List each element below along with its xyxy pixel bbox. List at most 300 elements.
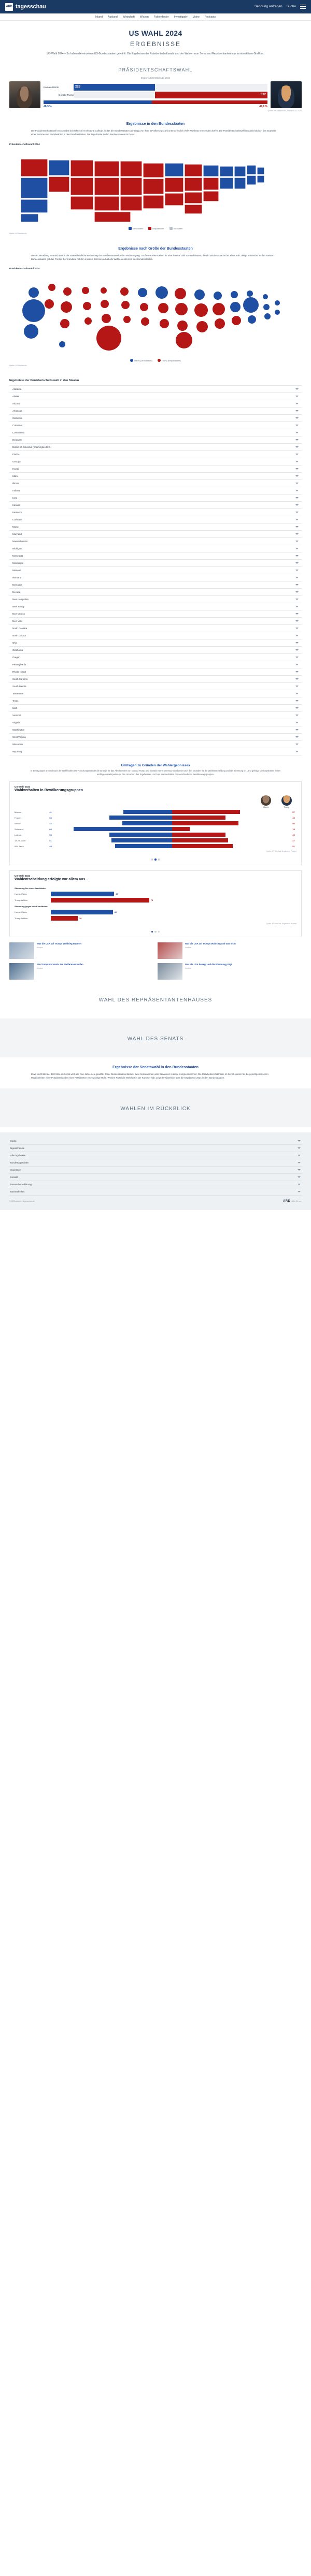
footer-link-label[interactable]: tagesschau.de (10, 1146, 25, 1149)
state-name: New York (12, 620, 22, 623)
intro-paragraph: US-Wahl 2024 – So haben die einzelnen US-Bundesstaaten gewählt: Die Ergebnisse der Präsidentschaftswahl und der Wahlen zum Senat und Repräsentantenhaus in interaktiven Grafiken. (47, 52, 264, 55)
state-accordion-row[interactable] (9, 603, 302, 610)
state-name: Ohio (12, 642, 18, 645)
group-label: 65+ Jahre (15, 845, 24, 848)
state-name: Colorado (12, 424, 22, 427)
state-accordion-row[interactable] (9, 422, 302, 429)
teaser-list (9, 942, 302, 980)
chevron-down-icon[interactable] (295, 613, 299, 615)
harris-value: 42 (49, 822, 52, 825)
candidate-trump (271, 81, 302, 108)
chevron-down-icon[interactable] (295, 584, 299, 586)
state-accordion-row[interactable] (9, 690, 302, 697)
state-accordion-row[interactable] (9, 545, 302, 552)
state-name: Missouri (12, 569, 21, 572)
state-name: Virginia (12, 721, 20, 724)
footer-link-label[interactable]: Barrierefreiheit (10, 1190, 25, 1193)
nav-item-ausland[interactable]: Ausland (107, 15, 118, 19)
bubble-source: Quelle: AP/Wahlstudio (9, 365, 27, 367)
state-name: Connecticut (12, 431, 25, 434)
state-name: Hawaii (12, 468, 20, 471)
nav-item-podcasts[interactable]: Podcasts (204, 15, 216, 19)
band-retrospect: WAHLEN IM RÜCKBLICK (0, 1088, 311, 1127)
state-name: Louisiana (12, 518, 22, 521)
state-accordion-row[interactable] (9, 719, 302, 726)
state-name: Texas (12, 700, 19, 703)
bubble-block-title: Ergebnisse nach Größe der Bundesstaaten (118, 246, 193, 251)
state-name: California (12, 417, 22, 420)
state-name: Iowa (12, 497, 18, 500)
state-name: Oregon (12, 656, 20, 659)
chevron-down-icon[interactable] (295, 446, 299, 448)
chevron-down-icon[interactable] (295, 715, 299, 716)
state-accordion-row[interactable] (9, 581, 302, 589)
legend-republicans: Republikaner (148, 227, 164, 230)
reason-value: 73 (150, 898, 153, 901)
state-name: Washington (12, 729, 25, 732)
chevron-down-icon[interactable] (295, 541, 299, 542)
chevron-down-icon[interactable] (295, 497, 299, 499)
band-house: WAHL DES REPRÄSENTANTENHAUSES (98, 997, 213, 1003)
teaser-thumbnail (158, 942, 182, 959)
reason-label: Harris-Wähler (15, 910, 27, 913)
trump-value: 15 (292, 827, 295, 831)
group-label: Latinos (15, 833, 21, 836)
search-icon[interactable]: Suche (286, 5, 296, 9)
footer-link-row[interactable] (9, 1167, 302, 1174)
chevron-down-icon[interactable] (295, 700, 299, 702)
chevron-down-icon[interactable] (295, 432, 299, 433)
chevron-down-icon[interactable] (298, 1162, 301, 1163)
state-name: Utah (12, 707, 18, 710)
poll-group-row (15, 844, 296, 848)
chevron-down-icon[interactable] (295, 410, 299, 412)
chevron-down-icon[interactable] (295, 577, 299, 578)
chevron-down-icon[interactable] (295, 548, 299, 549)
chevron-down-icon[interactable] (295, 454, 299, 455)
chevron-down-icon[interactable] (295, 425, 299, 426)
state-name: West Virginia (12, 736, 26, 739)
state-accordion-row[interactable] (9, 610, 302, 618)
ard-footer-logo: ARD Das Erste (282, 1199, 302, 1203)
state-accordion-row[interactable] (9, 393, 302, 400)
state-name: North Carolina (12, 627, 27, 630)
legend-democrats: Demokraten (129, 227, 144, 230)
main-navigation (0, 13, 311, 21)
page-title: US WAHL 2024 (129, 29, 182, 37)
poll-card-reasons (9, 870, 302, 938)
hamburger-icon[interactable] (300, 5, 306, 9)
state-accordion-row[interactable] (9, 429, 302, 436)
state-name: South Carolina (12, 678, 28, 681)
state-name: Arkansas (12, 410, 22, 413)
state-accordion-row[interactable] (9, 661, 302, 668)
state-name: Florida (12, 453, 20, 456)
state-accordion-row[interactable] (9, 407, 302, 415)
chevron-down-icon[interactable] (295, 707, 299, 709)
chevron-down-icon[interactable] (295, 519, 299, 520)
teaser-title[interactable]: Was die USA bewegt und die Stimmung prägt (185, 963, 232, 966)
us-map-svg[interactable] (9, 148, 302, 225)
state-accordion-row[interactable] (9, 726, 302, 734)
state-accordion-row[interactable] (9, 683, 302, 690)
state-accordion-row[interactable] (9, 705, 302, 712)
harris-percent: 48,3 % (44, 105, 52, 108)
nav-item-video[interactable]: Video (192, 15, 200, 19)
chevron-down-icon[interactable] (295, 678, 299, 680)
brand-name: tagesschau (16, 4, 46, 10)
state-name: Alabama (12, 388, 22, 391)
poll-reason-row (15, 916, 296, 921)
state-accordion-row[interactable] (9, 415, 302, 422)
state-accordion-row[interactable] (9, 494, 302, 502)
map-block-title: Ergebnisse in den Bundesstaaten (126, 122, 185, 126)
chevron-down-icon[interactable] (298, 1147, 301, 1149)
bubble-block-text: Diese Darstellung veranschaulicht die unterschiedliche Bedeutung der Bundesstaaten für den Wahlausgang: Größere Kreise stehen für eine höhere Zahl von Wahlleuten, die ein Bundesstaat in das Electoral College entsendet. In den meisten Bundesstaaten gilt das Prinzip: Der Kandidat mit den meisten Stimmen erhält alle Wahlleutestimmen des Bundesstaates. (31, 254, 274, 260)
harris-value: 83 (49, 827, 52, 831)
teaser-thumbnail (9, 963, 34, 980)
trump-value: 45 (292, 833, 295, 836)
state-name: Indiana (12, 489, 20, 492)
footer-link-label[interactable]: Alle Ergebnisse (10, 1154, 26, 1157)
map-source: Quelle: AP/Wahlstudio (9, 232, 27, 235)
poll-reason-row (15, 898, 296, 903)
chevron-down-icon[interactable] (295, 744, 299, 745)
trump-name: Donald Trump (59, 94, 74, 96)
map-block-text: Die Präsidentschaftswahl entscheidet sich faktisch im Electoral College, in das die Bundesstaaten abhängig von ihrer Bevölkerungszahl unterschiedlich viele Wahlleute entsenden dürfen. Die Präsidentschaftswahl ist damit faktisch das Ergebnis einer Summe von Einzelwahlen in den Bundesstaaten. Die Ergebnisse in den Bundesstaaten im Detail. (31, 129, 276, 136)
poll2-group-a-label: Stimmung für einen Kandidaten (15, 886, 46, 890)
reason-label: Trump-Wähler (15, 898, 28, 901)
chevron-down-icon[interactable] (295, 635, 299, 636)
chevron-down-icon[interactable] (295, 628, 299, 629)
poll2-kicker: US-Wahl 2024 (15, 874, 31, 877)
chevron-down-icon[interactable] (295, 526, 299, 528)
state-name: Alaska (12, 395, 20, 398)
trump-electors: 312 (260, 93, 266, 96)
trump-value: 45 (292, 816, 295, 819)
state-accordion-row[interactable] (9, 668, 302, 676)
president-heading: PRÄSIDENTSCHAFTSWAHL (118, 67, 193, 72)
reason-label: Trump-Wähler (15, 916, 28, 920)
state-accordion-row[interactable] (9, 386, 302, 393)
teaser-title[interactable]: Was die USA auf Trumps Wahlsieg erwartet (37, 942, 82, 945)
teaser-thumbnail (9, 942, 34, 959)
chevron-down-icon[interactable] (295, 468, 299, 470)
bubble-legend (0, 357, 311, 363)
teaser-item[interactable] (9, 942, 153, 959)
chevron-down-icon[interactable] (295, 606, 299, 607)
chevron-down-icon[interactable] (295, 642, 299, 644)
chevron-down-icon[interactable] (295, 417, 299, 419)
states-accordion-title: Ergebnisse der Präsidentschaftswahl in den Staaten (9, 379, 79, 383)
chevron-down-icon[interactable] (295, 483, 299, 484)
footer-link-row[interactable] (9, 1145, 302, 1152)
state-accordion-row[interactable] (9, 509, 302, 516)
state-accordion-row[interactable] (9, 596, 302, 603)
footer-link-label[interactable]: Bundestagswahlen (10, 1161, 29, 1164)
footer-link-label[interactable]: Inland (10, 1139, 17, 1142)
chevron-down-icon[interactable] (295, 490, 299, 491)
chevron-down-icon[interactable] (295, 533, 299, 535)
group-label: Männer (15, 810, 22, 813)
state-name: Tennessee (12, 692, 24, 695)
trump-value: 56 (292, 822, 295, 825)
results-section-label: ERGEBNISSE (130, 40, 181, 48)
harris-name: Kamala Harris (44, 86, 59, 89)
president-duel (9, 77, 302, 112)
band-senate: WAHL DES SENATS (0, 1018, 311, 1057)
chevron-down-icon[interactable] (295, 475, 299, 477)
senate-block-title: Ergebnisse der Senatswahl in den Bundesstaaten (112, 1066, 199, 1070)
teaser-title[interactable]: Was die USA auf Trumps Wahlsieg und was nicht (185, 942, 236, 945)
poll1-title: Wahlverhalten in Bevölkerungsgruppen (15, 789, 83, 793)
state-accordion-row[interactable] (9, 567, 302, 574)
polls-subtext: In Befragungen am und nach der Wahl haben US-Forschungsinstitute die Gründe für das Abschneiden von Donald Trump und Kamala Harris untersucht und auch nach den Gründen für die Wahlentscheidung und die Stimmung im Land gefragt. Die Ergebnisse liefern wichtige Anhaltspunkte zu den Ursachen des Ergebnisses und zum Wahlverhalten der verschiedenen Bevölkerungsgruppen. (30, 769, 281, 776)
state-name: Vermont (12, 714, 21, 717)
chevron-down-icon[interactable] (298, 1191, 301, 1192)
chevron-down-icon[interactable] (295, 686, 299, 687)
nav-item-wissen[interactable]: Wissen (139, 15, 149, 19)
state-name: Kansas (12, 504, 20, 507)
teaser-thumbnail (158, 963, 182, 980)
chevron-down-icon[interactable] (295, 461, 299, 462)
state-accordion-row[interactable] (9, 618, 302, 625)
group-label: Schwarze (15, 827, 24, 831)
state-name: Nebraska (12, 584, 22, 587)
state-accordion-row[interactable] (9, 734, 302, 741)
chevron-down-icon[interactable] (295, 620, 299, 622)
chevron-down-icon[interactable] (295, 671, 299, 673)
state-accordion-row[interactable] (9, 487, 302, 494)
state-accordion-row[interactable] (9, 676, 302, 683)
chevron-down-icon[interactable] (295, 751, 299, 752)
state-accordion-row[interactable] (9, 748, 302, 755)
poll2-carousel-dots[interactable] (10, 929, 301, 937)
site-header (0, 0, 311, 13)
chevron-down-icon[interactable] (298, 1169, 301, 1171)
state-accordion-row[interactable] (9, 502, 302, 509)
footer-link-row[interactable] (9, 1181, 302, 1188)
poll-group-row (15, 827, 296, 831)
teaser-title[interactable]: Wie Trump und Harris ins Weiße Haus wollen (37, 963, 83, 966)
poll1-col-trump: Trump (279, 795, 294, 808)
site-footer (0, 1132, 311, 1210)
harris-value: 51 (49, 839, 52, 842)
state-name: Pennsylvania (12, 663, 26, 666)
state-accordion-row[interactable] (9, 531, 302, 538)
chevron-down-icon[interactable] (295, 693, 299, 694)
nav-item-inland[interactable]: Inland (95, 15, 103, 19)
states-accordion (9, 385, 302, 755)
chevron-down-icon[interactable] (295, 555, 299, 557)
bubble-legend-harris: Harris (Demokraten) (130, 359, 152, 362)
trump-photo-small (281, 795, 292, 806)
footer-link-row[interactable] (9, 1159, 302, 1167)
footer-link-row[interactable] (9, 1138, 302, 1145)
state-name: Oklahoma (12, 649, 23, 652)
state-accordion-row[interactable] (9, 697, 302, 705)
state-name: North Dakota (12, 634, 26, 637)
chevron-down-icon[interactable] (295, 388, 299, 390)
poll1-carousel-dots[interactable] (10, 856, 301, 865)
state-name: Rhode Island (12, 671, 26, 674)
state-name: New Jersey (12, 605, 24, 608)
poll-group-row (15, 833, 296, 837)
footer-link-row[interactable] (9, 1188, 302, 1196)
state-accordion-row[interactable] (9, 712, 302, 719)
teaser-item[interactable] (9, 963, 153, 980)
state-name: Mississippi (12, 562, 24, 565)
state-name: Kentucky (12, 511, 22, 514)
chevron-down-icon[interactable] (298, 1184, 301, 1185)
trump-value: 57 (292, 810, 295, 813)
chevron-down-icon[interactable] (295, 729, 299, 731)
state-accordion-row[interactable] (9, 458, 302, 465)
footer-link-label[interactable]: Kontakt (10, 1175, 18, 1178)
state-accordion-row[interactable] (9, 436, 302, 444)
teaser-meta: Analyse (37, 947, 43, 949)
reason-value: 46 (114, 910, 117, 913)
state-accordion-row[interactable] (9, 560, 302, 567)
ard-logo-icon: ARD (5, 3, 13, 11)
chevron-down-icon[interactable] (295, 657, 299, 658)
president-source: Quelle: AP/Wahlstudio, Stand 06.11.2024 (267, 110, 302, 112)
chevron-down-icon[interactable] (295, 403, 299, 404)
president-meta: Ergebnis 538 Wahlleute, 2024 (141, 77, 170, 79)
state-accordion-row[interactable] (9, 523, 302, 531)
page-root (0, 0, 311, 1210)
chevron-down-icon[interactable] (298, 1176, 301, 1178)
state-accordion-row[interactable] (9, 400, 302, 407)
teaser-item[interactable] (158, 942, 302, 959)
poll-card-groups (9, 781, 302, 865)
chevron-down-icon[interactable] (295, 439, 299, 441)
state-accordion-row[interactable] (9, 480, 302, 487)
state-accordion-row[interactable] (9, 647, 302, 654)
nav-item-faktenfinder[interactable]: Faktenfinder (153, 15, 169, 19)
state-name: Wisconsin (12, 743, 23, 746)
us-bubble-map[interactable] (9, 272, 302, 357)
legend-open: noch offen (169, 227, 183, 230)
state-accordion-row[interactable] (9, 574, 302, 581)
state-name: Nevada (12, 591, 21, 594)
reason-label: Harris-Wähler (15, 892, 27, 895)
chevron-down-icon[interactable] (295, 570, 299, 571)
footer-link-label[interactable]: Datenschutzerklärung (10, 1183, 32, 1186)
poll-group-row (15, 816, 296, 820)
trump-photo (271, 81, 302, 108)
state-name: New Mexico (12, 613, 25, 616)
us-results-map[interactable] (9, 148, 302, 225)
candidate-harris (9, 81, 40, 108)
poll-group-row (15, 810, 296, 814)
state-name: Arizona (12, 402, 20, 405)
chevron-down-icon[interactable] (295, 562, 299, 564)
chevron-down-icon[interactable] (295, 504, 299, 506)
teaser-meta: Analyse (185, 967, 191, 970)
footer-link-row[interactable] (9, 1152, 302, 1159)
state-accordion-row[interactable] (9, 538, 302, 545)
poll1-col-harris: Harris (258, 795, 274, 808)
chevron-down-icon[interactable] (295, 591, 299, 593)
state-name: Wyoming (12, 750, 22, 753)
teaser-meta: Analyse (185, 947, 191, 949)
state-accordion-row[interactable] (9, 465, 302, 473)
harris-value: 41 (49, 810, 52, 813)
state-name: Maryland (12, 533, 22, 536)
harris-photo (9, 81, 40, 108)
chevron-down-icon[interactable] (295, 599, 299, 600)
nav-item-wirtschaft[interactable]: Wirtschaft (122, 15, 135, 19)
state-accordion-row[interactable] (9, 654, 302, 661)
poll2-title: Wahlentscheidung erfolgte vor allem aus... (15, 877, 89, 881)
footer-link-row[interactable] (9, 1174, 302, 1181)
poll-reason-row (15, 892, 296, 896)
poll1-kicker: US-Wahl 2024 (15, 785, 31, 789)
chevron-down-icon[interactable] (295, 512, 299, 513)
chevron-down-icon[interactable] (295, 396, 299, 397)
poll-reason-row (15, 910, 296, 914)
chevron-down-icon[interactable] (295, 649, 299, 651)
chevron-down-icon[interactable] (295, 664, 299, 665)
state-accordion-row[interactable] (9, 473, 302, 480)
state-name: Maine (12, 526, 19, 529)
state-accordion-row[interactable] (9, 639, 302, 647)
group-label: Weiße (15, 822, 21, 825)
state-accordion-row[interactable] (9, 451, 302, 458)
poll2-group-b-label: Stimmung gegen den Kandidaten (15, 905, 48, 908)
chevron-down-icon[interactable] (298, 1155, 301, 1156)
teaser-meta: Analyse (37, 967, 43, 970)
map-chart-label: Präsidentschaftswahl 2024 (9, 142, 40, 145)
state-name: Minnesota (12, 555, 23, 558)
nav-item-investigativ[interactable]: Investigativ (174, 15, 188, 19)
bubble-chart-label: Präsidentschaftswahl 2024 (9, 267, 40, 270)
polls-heading: Umfragen zu Gründen der Wahlergebnisses (121, 764, 190, 768)
state-name: Massachusetts (12, 540, 28, 543)
request-broadcast-link[interactable]: Sendung anfragen (255, 5, 282, 9)
state-name: South Dakota (12, 685, 26, 688)
state-name: Georgia (12, 460, 21, 463)
chevron-down-icon[interactable] (295, 736, 299, 738)
bubble-map-svg[interactable] (9, 272, 302, 357)
state-accordion-row[interactable] (9, 589, 302, 596)
group-label: Frauen (15, 816, 21, 819)
teaser-item[interactable] (158, 963, 302, 980)
bubble-legend-trump: Trump (Republikaner) (158, 359, 181, 362)
state-accordion-row[interactable] (9, 516, 302, 523)
state-accordion-row[interactable] (9, 632, 302, 639)
chevron-down-icon[interactable] (298, 1140, 301, 1142)
harris-value: 53 (49, 833, 52, 836)
state-name: Michigan (12, 547, 22, 550)
senate-block-text: Etwa ein Drittel der 100 Sitze im Senat wird alle zwei Jahre neu gewählt. Jeder Bundesstaat entsendet zwei Senatorinnen oder Senatoren in diese Kongresskammer. Die Mehrheitsverhältnisse im Senat spielen für die gesetzgeberischen Möglichkeiten einer Präsidentin oder eines Präsidenten eine wichtige Rolle. Welche Partei die Mehrheit in der Kammer hält, zeigt der Überblick über die Ergebnisse 2024 in den Bundesstaaten. (31, 1073, 268, 1080)
harris-value: 48 (49, 845, 52, 848)
map-legend (0, 225, 311, 231)
poll2-source: Quelle: AP VoteCast, Angaben in Prozent (266, 922, 296, 925)
poll1-source: Quelle: AP VoteCast, Angaben in Prozent (266, 850, 296, 853)
harris-photo-small (261, 795, 271, 806)
chevron-down-icon[interactable] (295, 722, 299, 723)
reason-value: 20 (79, 916, 82, 920)
state-accordion-row[interactable] (9, 444, 302, 451)
harris-electors: 226 (75, 85, 81, 89)
state-accordion-row[interactable] (9, 741, 302, 748)
footer-link-label[interactable]: Impressum (10, 1168, 21, 1171)
site-logo[interactable] (5, 3, 46, 11)
state-accordion-row[interactable] (9, 552, 302, 560)
state-accordion-row[interactable] (9, 625, 302, 632)
